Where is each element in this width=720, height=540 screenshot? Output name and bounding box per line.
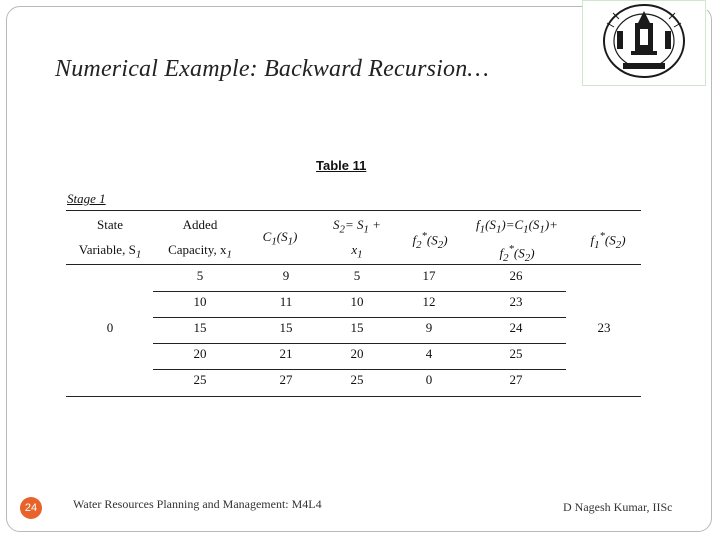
row-3-f2: 9 bbox=[425, 320, 433, 335]
page-number-badge: 24 bbox=[20, 497, 42, 519]
table-row-rule-2 bbox=[153, 317, 566, 318]
header-f1-sub3: 1 bbox=[523, 223, 529, 236]
header-f1-sub4: 1 bbox=[539, 223, 545, 236]
table-bottom-rule bbox=[66, 396, 641, 397]
row-1-f1: 26 bbox=[509, 268, 523, 283]
row-5-s2: 25 bbox=[350, 372, 364, 387]
row-4-c1: 21 bbox=[279, 346, 293, 361]
header-cost-end: ) bbox=[293, 229, 298, 244]
table-top-rule bbox=[66, 210, 641, 211]
iisc-emblem-icon bbox=[583, 1, 705, 85]
row-1-s2: 5 bbox=[353, 268, 361, 283]
row-4-f2: 4 bbox=[425, 346, 433, 361]
header-s2-plus: + bbox=[368, 217, 381, 232]
header-f1b-sup: * bbox=[508, 243, 514, 255]
header-cost-sub2: 1 bbox=[287, 235, 293, 248]
header-f2-f: f bbox=[412, 232, 417, 248]
header-f2-sup: * bbox=[421, 230, 427, 242]
header-f1s-paren: (S bbox=[604, 232, 616, 248]
slide-title: Numerical Example: Backward Recursion… bbox=[55, 56, 489, 82]
header-added-line1: Added bbox=[182, 217, 218, 232]
row-5-c1: 27 bbox=[279, 372, 293, 387]
iisc-logo bbox=[582, 0, 706, 86]
row-2-f2: 12 bbox=[422, 294, 436, 309]
stage-label: Stage 1 bbox=[67, 191, 106, 206]
row-2-c1: 11 bbox=[279, 294, 293, 309]
row-4-s2: 20 bbox=[350, 346, 364, 361]
header-f2-sub2: 2 bbox=[437, 238, 444, 251]
table-row-rule-3 bbox=[153, 343, 566, 344]
row-1-c1: 9 bbox=[282, 268, 290, 283]
header-cost-paren: (S bbox=[276, 229, 288, 244]
header-s2-s: S bbox=[333, 217, 340, 232]
header-cost-c: C bbox=[262, 229, 272, 244]
header-f1b-sub2: 2 bbox=[524, 251, 531, 264]
table-caption: Table 11 bbox=[316, 158, 367, 173]
header-capacity bbox=[158, 242, 242, 263]
header-capacity-line2: Capacity, x bbox=[168, 242, 227, 257]
table-row-rule-4 bbox=[153, 369, 566, 370]
header-f1b-sub: 2 bbox=[503, 251, 509, 264]
header-f1s-sup: * bbox=[599, 230, 605, 242]
row-2-x1: 10 bbox=[193, 294, 207, 309]
header-s2-sub: 2 bbox=[339, 223, 345, 236]
header-f1s-sub: 1 bbox=[594, 238, 600, 251]
row-4-x1: 20 bbox=[193, 346, 207, 361]
header-f1-line2 bbox=[482, 242, 552, 266]
optimal-value-cell: 23 bbox=[597, 320, 611, 335]
header-f1-sub: 1 bbox=[479, 223, 486, 236]
header-capacity-sub: 1 bbox=[226, 248, 232, 261]
header-f2-paren: (S bbox=[426, 232, 438, 248]
header-f2 bbox=[398, 229, 462, 253]
row-5-f1: 27 bbox=[509, 372, 523, 387]
row-3-x1: 15 bbox=[193, 320, 207, 335]
header-state bbox=[70, 217, 150, 232]
row-3-f1: 24 bbox=[509, 320, 523, 335]
row-2-f1: 23 bbox=[509, 294, 523, 309]
header-s2-x bbox=[322, 242, 392, 263]
header-f1b-end: ) bbox=[530, 245, 535, 261]
header-s2-eq: = S bbox=[344, 217, 364, 232]
table-row-rule-1 bbox=[153, 291, 566, 292]
table-header-rule bbox=[66, 264, 641, 265]
row-5-x1: 25 bbox=[193, 372, 207, 387]
state-value-cell: 0 bbox=[106, 320, 114, 335]
header-s2-x-sub: 1 bbox=[357, 248, 363, 261]
header-f2-sub: 2 bbox=[416, 238, 422, 251]
header-f1-star bbox=[576, 229, 640, 253]
footer-course: Water Resources Planning and Management: M4L4 bbox=[73, 497, 322, 511]
header-variable-line2: Variable, S bbox=[78, 242, 136, 257]
header-s2-x-var: x bbox=[351, 242, 358, 257]
header-s2-sub2: 1 bbox=[363, 223, 369, 236]
header-f1-sub2: 1 bbox=[495, 223, 502, 236]
header-state-line1: State bbox=[97, 217, 123, 232]
header-f1-end: )+ bbox=[544, 217, 558, 232]
header-variable bbox=[68, 242, 152, 263]
header-added bbox=[160, 217, 240, 232]
header-f1s-end: ) bbox=[621, 232, 626, 248]
header-f1b-paren: (S bbox=[513, 245, 525, 261]
row-2-s2: 10 bbox=[350, 294, 364, 309]
row-3-c1: 15 bbox=[279, 320, 293, 335]
header-f1-mid2: (S bbox=[528, 217, 540, 232]
row-3-s2: 15 bbox=[350, 320, 364, 335]
header-f1s-f: f bbox=[590, 232, 595, 248]
row-4-f1: 25 bbox=[509, 346, 523, 361]
row-1-f2: 17 bbox=[422, 268, 436, 283]
header-cost bbox=[252, 229, 308, 250]
footer-author: D Nagesh Kumar, IISc bbox=[563, 500, 673, 514]
header-f1-f: f bbox=[476, 217, 480, 232]
row-5-f2: 0 bbox=[425, 372, 433, 387]
header-variable-sub: 1 bbox=[135, 248, 142, 261]
header-f1b-f: f bbox=[499, 245, 504, 261]
header-f1s-sub2: 2 bbox=[615, 238, 622, 251]
row-1-x1: 5 bbox=[196, 268, 204, 283]
header-cost-sub: 1 bbox=[271, 235, 277, 248]
header-f1-paren: (S bbox=[485, 217, 496, 232]
header-f1 bbox=[462, 217, 572, 238]
header-f1-mid: )=C bbox=[501, 217, 524, 232]
header-f2-end: ) bbox=[443, 232, 448, 248]
header-s2 bbox=[322, 217, 392, 238]
